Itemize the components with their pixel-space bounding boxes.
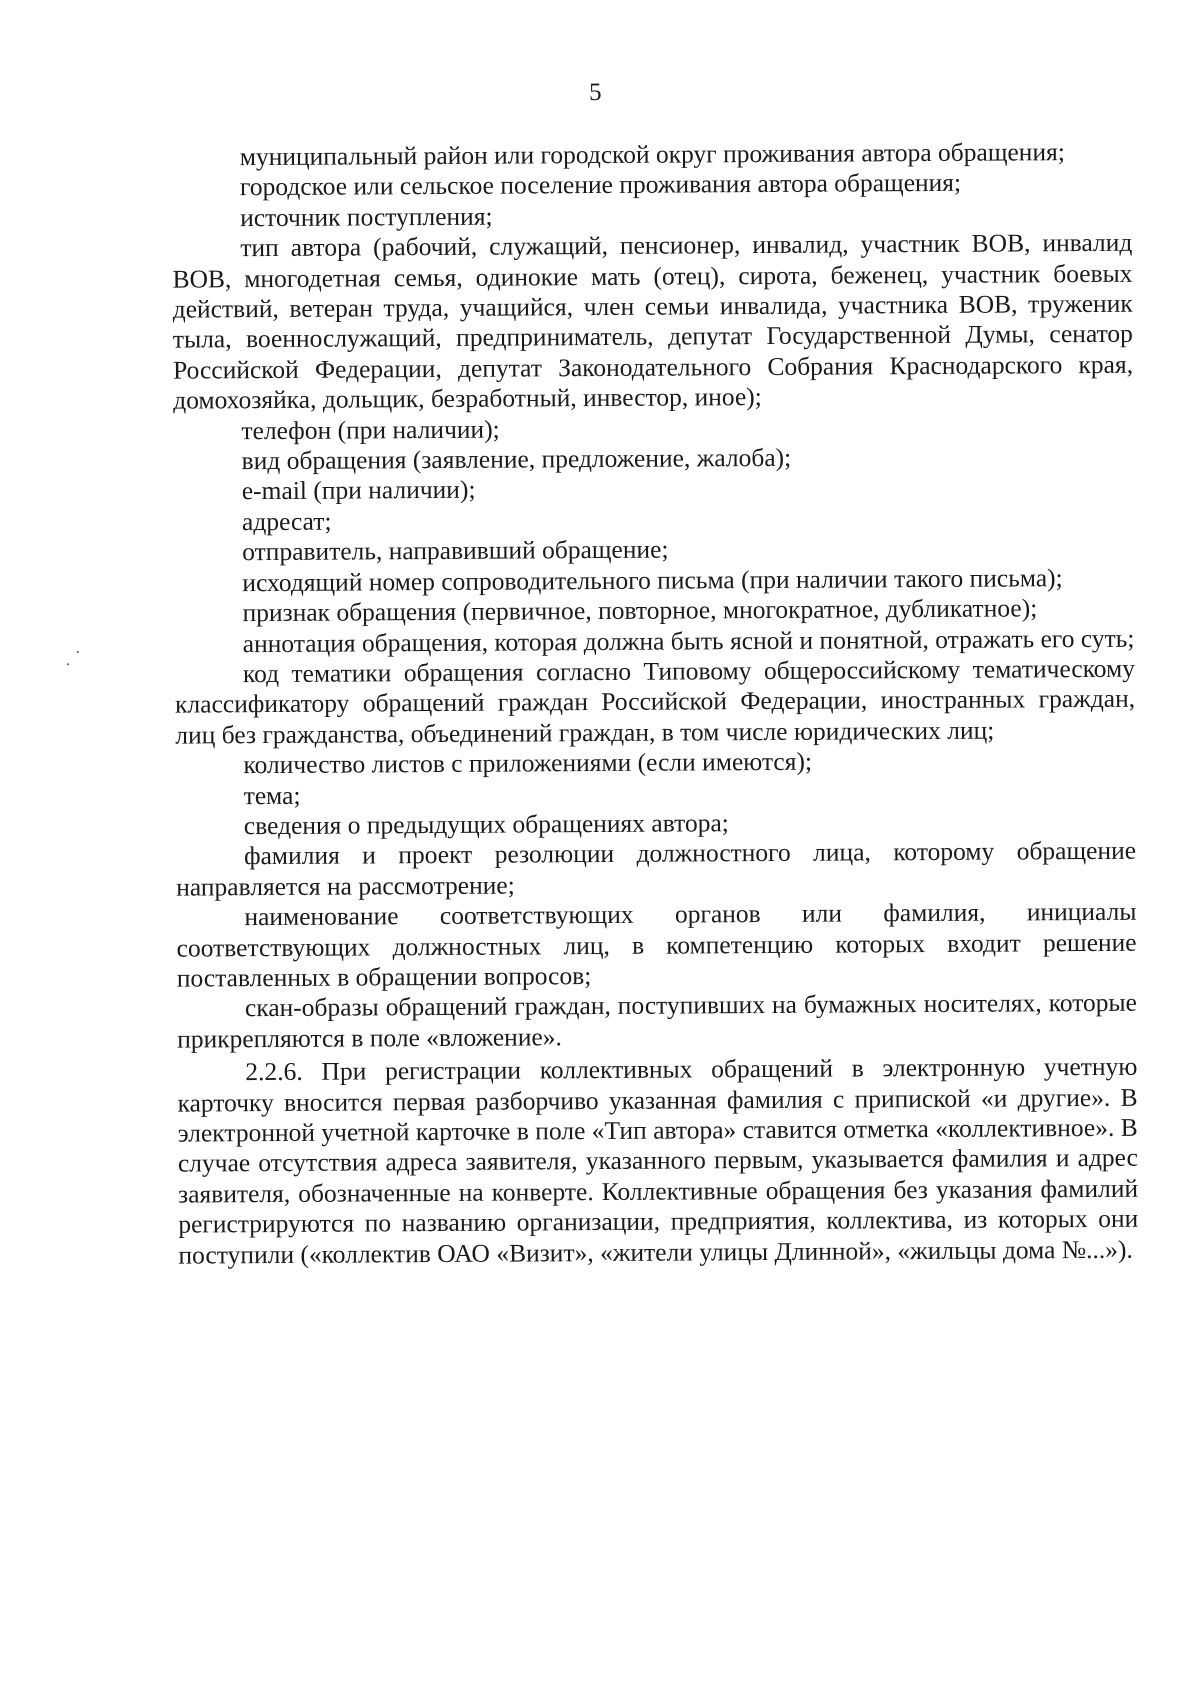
field-outgoing-number: исходящий номер сопроводительного письма (при наличии такого письма); xyxy=(242,562,1063,597)
field-topic-code: код тематики обращения согласно Типовому общероссийскому тематическому классификатору обращений граждан Российской Федерации, иностранных граждан, лиц без гражданства, объединений граждан, в том числе юридических лиц; xyxy=(175,653,1136,750)
field-appeal-sign: признак обращения (первичное, повторное, многократное, дубликатное); xyxy=(242,593,1038,628)
field-municipal-district: муниципальный район или городской округ проживания автора обращения; xyxy=(239,137,1065,172)
field-appeal-kind: вид обращения (заявление, предложение, жалоба); xyxy=(241,442,792,476)
field-competent-bodies: наименование соответствующих органов или фамилия, инициалы соответствующих должностных лиц, в компетенцию которых входит решение поставленных в обращении вопросов; xyxy=(176,896,1137,993)
field-email: e-mail (при наличии); xyxy=(241,475,476,506)
scan-speck-mark xyxy=(63,651,85,667)
field-topic: тема; xyxy=(243,780,301,810)
section-2-2-6: 2.2.6. При регистрации коллективных обращений в электронную учетную карточку вносится первая разборчиво указанная фамилия с припиской «и другие». В электронной учетной карточке в поле «Тип автора» ставится отметка «коллективное». В случае отсутствия адреса заявителя, указанного первым, указывается фамилия и адрес заявителя, обозначенные на конверте. Коллективные обращения без указания фамилий регистрируются по названию организации, предприятия, коллектива, из которых они поступили («коллектив ОАО «Визит», «жители улицы Длинной», «жильцы дома №...»). xyxy=(177,1051,1139,1270)
field-settlement: городское или сельское поселение проживания автора обращения; xyxy=(239,168,962,202)
field-phone: телефон (при наличии); xyxy=(241,414,500,445)
field-sheet-count: количество листов с приложениями (если имеются); xyxy=(243,746,813,780)
field-author-type: тип автора (рабочий, служащий, пенсионер, инвалид, участник ВОВ, инвалид ВОВ, многодетная семья, одинокие мать (отец), сирота, беженец, участник боевых действий, ветеран труда, учащийся, член семьи инвалида, участника ВОВ, труженик тыла, военнослужащий, предприниматель, депутат Государственной Думы, сенатор Российской Федерации, депутат Законодательного Собрания Краснодарского края, домохозяйка, дольщик, безработный, инвестор, иное); xyxy=(172,227,1134,415)
document-body xyxy=(172,137,1139,1271)
field-resolution: фамилия и проект резолюции должностного лица, которому обращение направляется на рассмотрение; xyxy=(176,836,1137,902)
field-addressee: адресат; xyxy=(241,506,332,537)
field-scan-images: скан-образы обращений граждан, поступивших на бумажных носителях, которые прикрепляются в поле «вложение». xyxy=(177,988,1138,1054)
field-previous-appeals: сведения о предыдущих обращениях автора; xyxy=(243,808,729,841)
field-annotation: аннотация обращения, которая должна быть ясной и понятной, отражать его суть; xyxy=(242,623,1135,658)
page-number: 5 xyxy=(589,78,602,107)
field-sender: отправитель, направивший обращение; xyxy=(242,534,669,567)
field-source: источник поступления; xyxy=(240,201,493,232)
